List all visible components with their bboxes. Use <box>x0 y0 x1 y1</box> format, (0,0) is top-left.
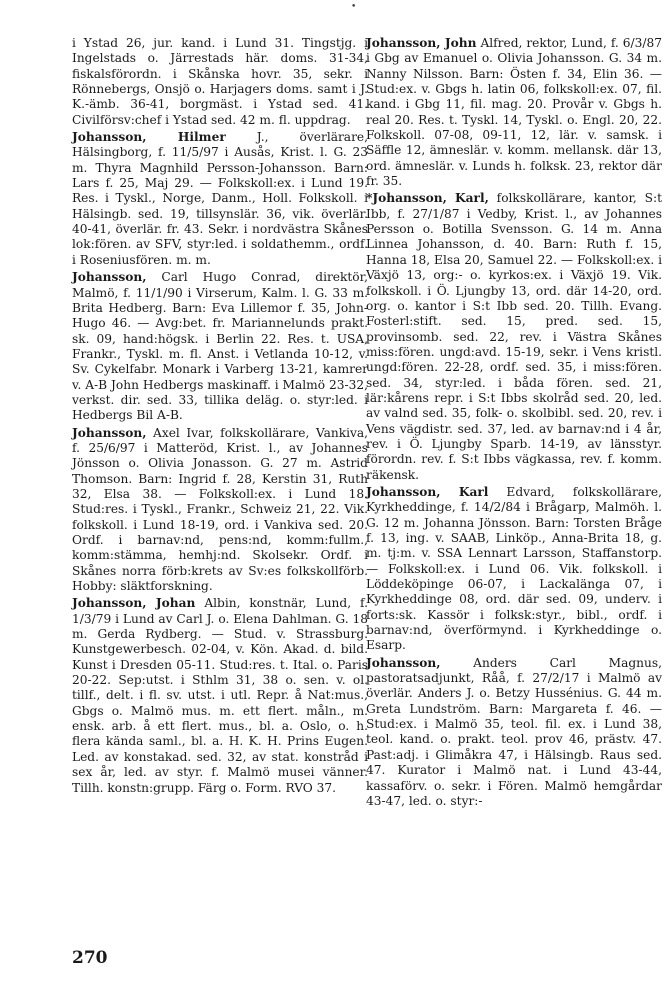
entry-text: i Ystad 26, jur. kand. i Lund 31. Tingstjg. i Ingelstads o. Järrestads här. doms. 31-34, fiskalsförordn. i Skånska hovr. 35, sekr. i Rönnebergs, Onsjö o. Harjagers doms. samt i J. K.-ämb. 36-41, borgmäst. i Ystad sed. 41. Civilförsv:chef i Ystad sed. 42 m. fl. uppdrag. <box>72 36 368 127</box>
entry-ivar-johansson <box>72 426 368 595</box>
entry-name: Johansson, <box>366 655 441 670</box>
right-column <box>366 36 662 811</box>
entry-name: Johansson, <box>72 270 147 285</box>
entry-text: folkskollärare, kantor, S:t Ibb, f. 27/1/87 i Vedby, Krist. l., av Johannes Persson o. Botilla Svensson. G. 14 m. Anna Linnea Johansson, d. 40. Barn: Ruth f. 15, Hanna 18, Elsa 20, Samuel 22. — Folkskoll:ex. i Växjö 13, org:- o. kyrkos:ex. i Växjö 19. Vik. folkskoll. i Ö. Ljungby 13, ord. där 14-20, ord. org. o. kantor i S:t Ibb sed. 20. Tillh. Evang. Fosterl:stift. sed. 15, pred. sed. 15, provinsomb. sed. 22, rev. i Västra Skånes miss:fören. ungd:avd. 15-19, sekr. i Vens kristl. ungd:fören. 22-28, ordf. sed. 35, i miss:fören. sed. 34, styr:led. i båda fören. sed. 21, lär:kårens repr. i S:t Ibbs skolråd sed. 20, led. av valnd sed. 35, folk- o. skolbibl. sed. 20, rev. i Vens vägdistr. sed. 37, led. av barnav:nd i 4 år, rev. i Ö. Ljungby Sparb. 14-19, av länsstyr. förordn. rev. f. S:t Ibbs vägkassa, rev. f. komm. räkensk. <box>366 191 662 482</box>
entry-text: Axel Ivar, folkskollärare, Vankiva, f. 25/6/97 i Matteröd, Krist. l., av Johannes Jönsson o. Olivia Jonasson. G. 27 m. Astrid Thomson. Barn: Ingrid f. 28, Kerstin 31, Ruth 32, Elsa 38. — Folkskoll:ex. i Lund 18. Stud:res. i Tyskl., Frankr., Schweiz 21, 22. Vik. folkskoll. i Lund 18-19, ord. i Vankiva sed. 20. Ordf. i barnav:nd, pens:nd, komm:fullm., komm:stämma, hemhj:nd. Skolsekr. Ordf. i Skånes norra förb:krets av Sv:es folkskollförb. Hobby: släktforskning. <box>72 425 368 594</box>
entry-hugo-johansson <box>72 270 368 423</box>
entry-text: J., överlärare, Hälsingborg, f. 11/5/97 i Ausås, Krist. l. G. 23 m. Thyra Magnhild Persson-Johansson. Barn: Lars f. 25, Maj 29. — Folkskoll:ex. i Lund 19. Res. i Tyskl., Norge, Danm., Holl. Folkskoll. i Hälsingb. sed. 19, tillsynslär. 36, vik. överlär. 40-41, överlär. fr. 43. Sekr. i nordvästra Skånes lok:fören. av SFV, styr:led. i soldathemm., ordf. i Roseniusfören. m. m. <box>72 130 368 267</box>
entry-magnus-johansson <box>366 656 662 809</box>
entry-name: Johansson, Karl <box>366 484 489 499</box>
top-mark: • <box>351 2 357 12</box>
entry-john-johansson <box>366 36 662 189</box>
entry-text: Albin, konstnär, Lund, f. 1/3/79 i Lund av Carl J. o. Elena Dahlman. G. 18 m. Gerda Rydberg. — Stud. v. Strassburg. Kunstgewerbesch. 02-04, v. Kön. Akad. d. bild. Kunst i Dresden 05-11. Stud:res. t. Ital. o. Paris 20-22. Sep:utst. i Sthlm 31, 38 o. sen. v. ol. tillf., delt. i fl. sv. utst. i utl. Repr. å Nat:mus., Gbgs o. Malmö mus. m. ett flert. måln., m. ensk. arb. å ett flert. mus., bl. a. Oslo, o. h. flera kända saml., bl. a. H. K. H. Prins Eugen. Led. av konstakad. sed. 32, av stat. konstråd i sex år, led. av styr. f. Malmö musei vänner. Tillh. konstn:grupp. Färg o. Form. RVO 37. <box>72 596 368 795</box>
entry-name: Johansson, Hilmer <box>72 130 226 145</box>
entry-name: *Johansson, Karl, <box>366 191 489 206</box>
left-column <box>72 36 368 798</box>
entry-text: Edvard, folkskollärare, Kyrkheddinge, f. 14/2/84 i Brågarp, Malmöh. l. G. 12 m. Johanna Jönsson. Barn: Torsten Bråge f. 13, ing. v. SAAB, Linköp., Anna-Brita 18, g. m. tj:m. v. SSA Lennart Larsson, Staffanstorp. — Folkskoll:ex. i Lund 06. Vik. folkskoll. i Löddeköpinge 06-07, i Lackalänga 07, i Kyrkheddinge 08, ord. där sed. 09, underv. i forts:sk. Kassör i folksk:styr., bibl., ordf. i barnav:nd, överförmynd. i Kyrkheddinge o. Esarp. <box>366 484 662 653</box>
entry-text: Anders Carl Magnus, pastoratsadjunkt, Råå, f. 27/2/17 i Malmö av överlär. Anders J. o. Betzy Hussénius. G. 44 m. Greta Lundström. Barn: Margareta f. 46. — Stud:ex. i Malmö 35, teol. fil. ex. i Lund 38, teol. kand. o. prakt. teol. prov 46, prästv. 47. Past:adj. i Glimåkra 47, i Hälsingb. Raus sed. 47. Kurator i Malmö nat. i Lund 43-44, kassaförv. o. sekr. i Fören. Malmö hemgårdar 43-47, led. o. styr:- <box>366 655 662 808</box>
entry-name: Johansson, <box>72 425 147 440</box>
entry-text: Alfred, rektor, Lund, f. 6/3/87 i Gbg av Emanuel o. Olivia Johansson. G. 34 m. Nanny Nilsson. Barn: Östen f. 34, Elin 36. — Stud:ex. v. Gbgs h. latin 06, folkskoll:ex. 07, fil. kand. i Gbg 11, fil. mag. 20. Provår v. Gbgs h. real 20. Res. t. Tyskl. 14, Tyskl. o. Engl. 20, 22. Folkskoll. 07-08, 09-11, 12, lär. v. samsk. i Säffle 12, ämneslär. v. komm. mellansk. där 13, ord. ämneslär. v. Lunds h. folksk. 23, rektor där fr. 35. <box>366 36 662 189</box>
entry-continuation <box>72 36 368 128</box>
entry-karl-johansson-st-ibb <box>366 191 662 483</box>
entry-name: Johansson, Johan <box>72 596 196 611</box>
entry-karl-johansson-kyrkheddinge <box>366 485 662 654</box>
entry-hilmer-johansson <box>72 130 368 268</box>
page-number: 270 <box>72 948 108 968</box>
entry-johan-johansson <box>72 596 368 795</box>
entry-text: Carl Hugo Conrad, direktör, Malmö, f. 11/1/90 i Virserum, Kalm. l. G. 33 m. Brita Hedberg. Barn: Eva Lillemor f. 35, John-Hugo 46. — Avg:bet. fr. Mariannelunds prakt. sk. 09, hand:högsk. i Berlin 22. Res. t. USA, Frankr., Tyskl. m. fl. Anst. i Vetlanda 10-12, v. Sv. Cykelfabr. Monark i Varberg 13-21, kamrer v. A-B John Hedbergs maskinaff. i Malmö 23-32, verkst. dir. sed. 33, tillika deläg. o. styr:led. i Hedbergs Bil A-B. <box>72 270 368 423</box>
entry-name: Johansson, John <box>366 36 477 50</box>
